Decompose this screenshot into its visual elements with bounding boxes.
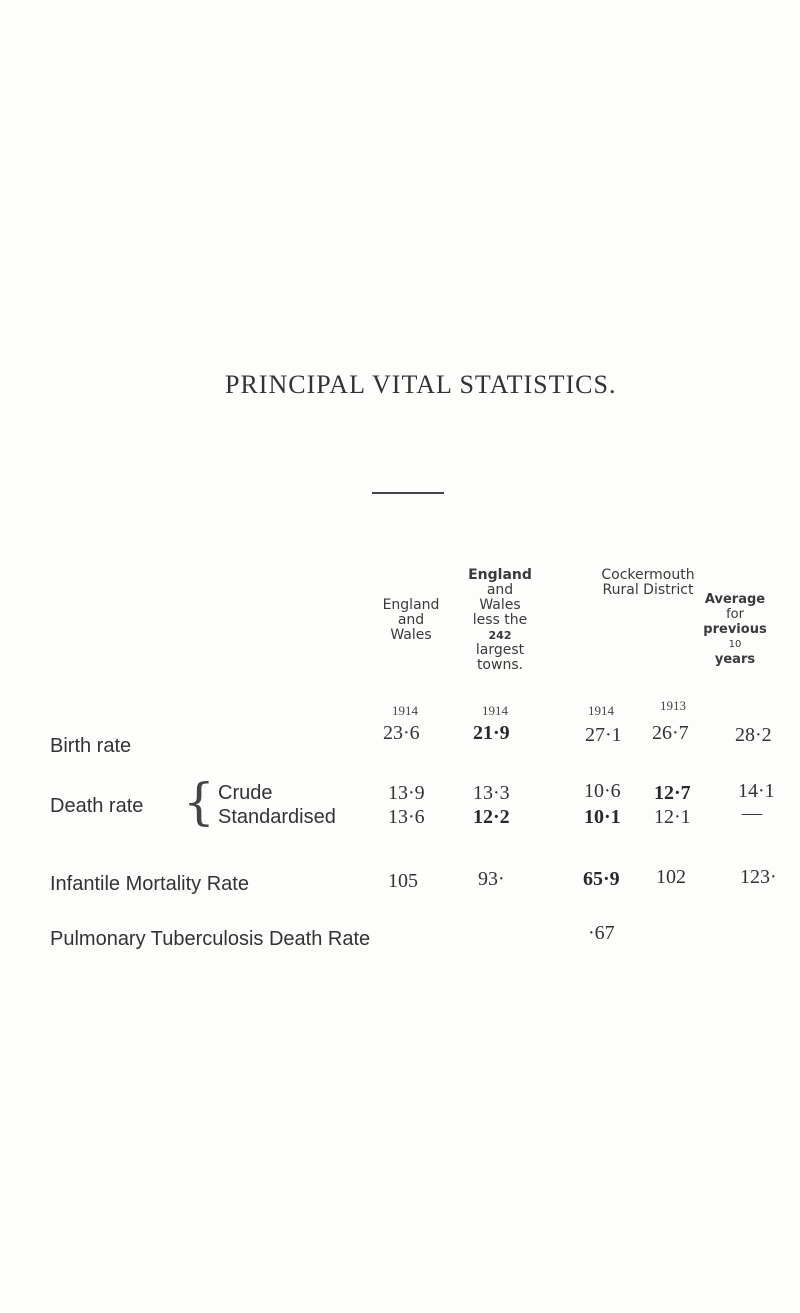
cell-crude-ew: 13·9 [388,782,425,804]
header-line: previous [703,622,767,637]
header-line: and [397,612,425,628]
header-line: England [468,567,532,583]
header-average [695,592,775,667]
header-line: towns. [476,657,524,673]
header-line: for [726,607,744,622]
cell-std-avg: — [742,802,762,824]
cell-birth-ew: 23·6 [383,722,420,744]
row-label-standardised: Standardised [218,806,336,828]
left-brace-icon: { [183,773,215,831]
header-line: 10 [728,639,742,650]
cell-crude-r1913: 12·7 [654,782,691,804]
cell-crude-towns: 13·3 [473,782,510,804]
cell-std-ew: 13·6 [388,806,425,828]
cell-std-r1914: 10·1 [584,806,621,828]
cell-infant-towns: 93· [478,868,505,890]
year-rural-1914: 1914 [588,703,614,718]
year-ew: 1914 [392,703,418,718]
header-towns [460,568,540,673]
header-line: Rural District [602,582,694,598]
year-towns: 1914 [482,703,508,718]
row-label-pulmonary-tb: Pulmonary Tuberculosis Death Rate [50,928,371,950]
cell-std-towns: 12·2 [473,806,510,828]
year-rural-1913: 1913 [660,698,686,713]
header-line: less the [472,612,528,628]
cell-std-r1913: 12·1 [654,806,691,828]
row-label-infantile-mortality: Infantile Mortality Rate [50,873,249,895]
cell-tb-r1914: ·67 [588,922,615,944]
row-label-birth-rate: Birth rate [50,735,132,757]
header-line: England [382,597,440,613]
header-line: Average [704,592,766,607]
header-line: and [486,582,514,598]
cell-birth-r1913: 26·7 [652,722,689,744]
header-line: Wales [390,627,432,643]
row-label-crude: Crude [218,782,273,804]
cell-birth-r1914: 27·1 [585,724,622,746]
header-line: Cockermouth [601,567,695,583]
header-england-wales [375,598,447,643]
title-divider [372,492,444,494]
cell-infant-ew: 105 [388,870,418,892]
row-label-death-rate: Death rate [50,795,144,817]
cell-infant-r1913: 102 [656,866,686,888]
cell-birth-avg: 28·2 [735,724,772,746]
cell-crude-avg: 14·1 [738,780,775,802]
header-line: 242 [488,629,512,642]
cell-infant-avg: 123· [740,866,777,888]
header-line: years [714,652,756,667]
header-line: largest [475,642,525,658]
page-title: PRINCIPAL VITAL STATISTICS. [225,370,617,399]
cell-birth-towns: 21·9 [473,722,510,744]
cell-crude-r1914: 10·6 [584,780,621,802]
header-line: Wales [479,597,521,613]
cell-infant-r1914: 65·9 [583,868,620,890]
